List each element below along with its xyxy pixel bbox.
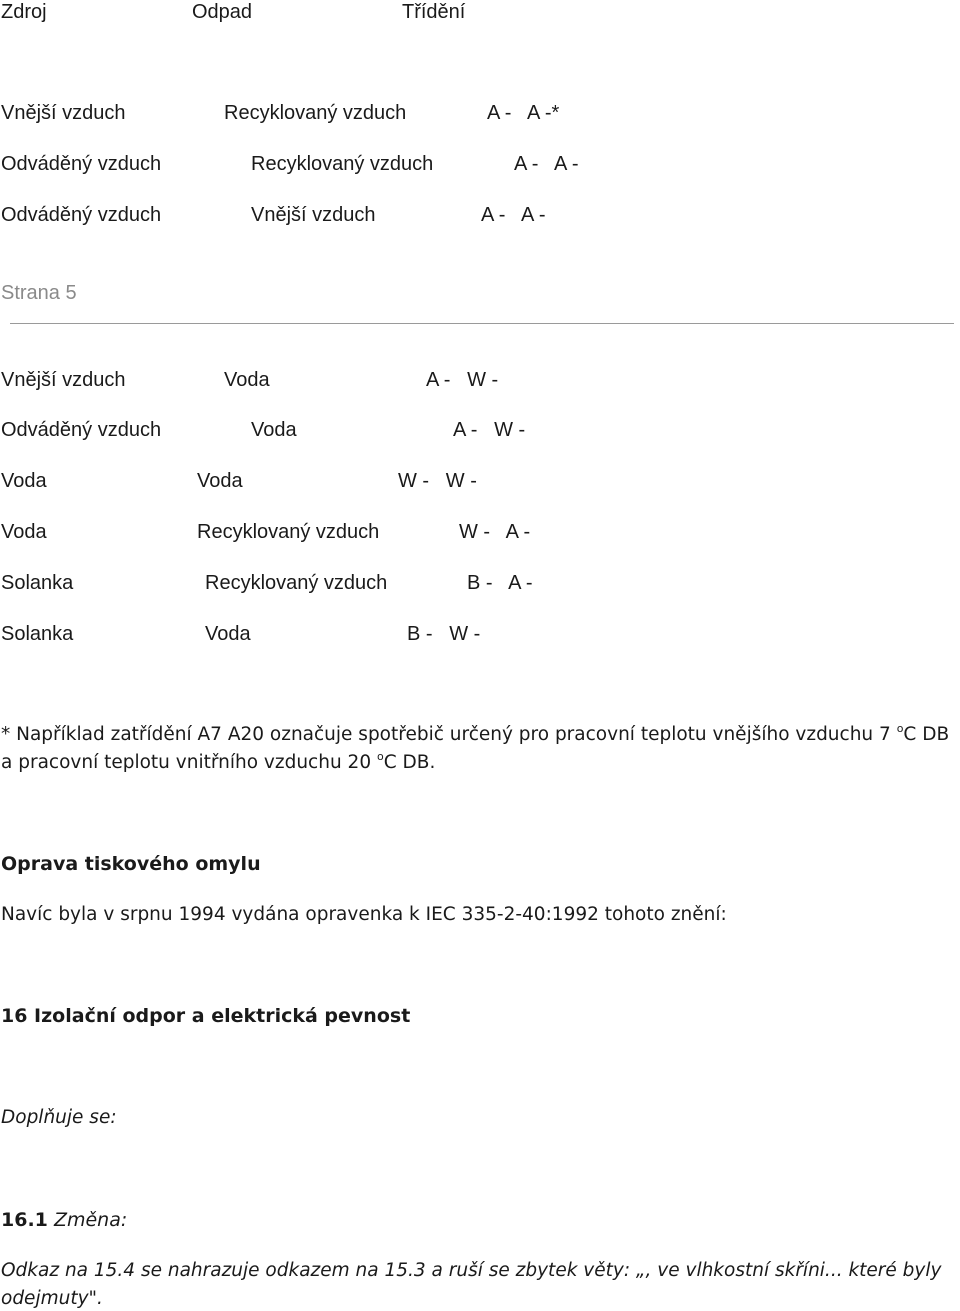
table-row-5-waste: Voda — [251, 419, 297, 441]
table-row-7-waste: Recyklovaný vzduch — [197, 521, 380, 543]
footnote-line-2 — [1, 750, 436, 773]
table-row-3-source: Odváděný vzduch — [1, 204, 162, 226]
footnote-text-2: a pracovní teplotu vnitřního vzduchu 20 — [1, 752, 377, 773]
page-number-label: Strana 5 — [1, 282, 77, 304]
correction-heading: Oprava tiskového omylu — [1, 853, 261, 875]
header-classification: Třídění — [402, 1, 466, 23]
degree-sign: o — [896, 722, 904, 735]
reference-text-line-1: Odkaz na 15.4 se nahrazuje odkazem na 15.3 a ruší se zbytek věty: „, ve vlhkostní skříni... které byly — [1, 1260, 942, 1281]
clause-line — [1, 1211, 127, 1230]
section-heading: 16 Izolační odpor a elektrická pevnost — [1, 1005, 411, 1027]
table-row-9-waste: Voda — [205, 623, 251, 645]
footnote-unit-2: C DB. — [383, 752, 436, 773]
table-row-4-source: Vnější vzduch — [1, 369, 126, 391]
table-row-2-source: Odváděný vzduch — [1, 153, 162, 175]
table-row-8-source: Solanka — [1, 572, 74, 594]
reference-text-line-2: odejmuty". — [1, 1288, 103, 1309]
table-row-6-source: Voda — [1, 470, 47, 492]
table-row-8-class: B - A - — [467, 572, 533, 594]
clause-change-label: Změna: — [53, 1209, 128, 1231]
table-row-3-class: A - A - — [481, 204, 546, 226]
table-row-9-class: B - W - — [407, 623, 481, 645]
table-row-1-class: A - A -* — [487, 102, 560, 124]
header-source: Zdroj — [1, 1, 47, 23]
supplement-label: Doplňuje se: — [1, 1107, 117, 1128]
table-row-6-class: W - W - — [398, 470, 477, 492]
footnote-text-1: * Například zatřídění A7 A20 označuje spotřebič určený pro pracovní teplotu vnějšího vzduchu 7 — [1, 724, 897, 745]
table-row-1-source: Vnější vzduch — [1, 102, 126, 124]
table-row-7-source: Voda — [1, 521, 47, 543]
table-row-6-waste: Voda — [197, 470, 243, 492]
correction-text: Navíc byla v srpnu 1994 vydána opravenka k IEC 335-2-40:1992 tohoto znění: — [1, 904, 727, 925]
table-row-2-class: A - A - — [514, 153, 579, 175]
table-row-5-class: A - W - — [453, 419, 526, 441]
table-row-5-source: Odváděný vzduch — [1, 419, 162, 441]
table-row-4-class: A - W - — [426, 369, 499, 391]
footnote-line-1 — [1, 722, 950, 745]
degree-sign: o — [376, 750, 384, 763]
table-row-1-waste: Recyklovaný vzduch — [224, 102, 407, 124]
clause-number: 16.1 — [1, 1209, 48, 1231]
page-divider — [10, 323, 954, 324]
header-waste: Odpad — [192, 1, 253, 23]
table-row-9-source: Solanka — [1, 623, 74, 645]
table-row-7-class: W - A - — [459, 521, 531, 543]
table-row-8-waste: Recyklovaný vzduch — [205, 572, 388, 594]
table-row-4-waste: Voda — [224, 369, 270, 391]
table-row-2-waste: Recyklovaný vzduch — [251, 153, 434, 175]
table-row-3-waste: Vnější vzduch — [251, 204, 376, 226]
footnote-unit-1: C DB — [903, 724, 950, 745]
